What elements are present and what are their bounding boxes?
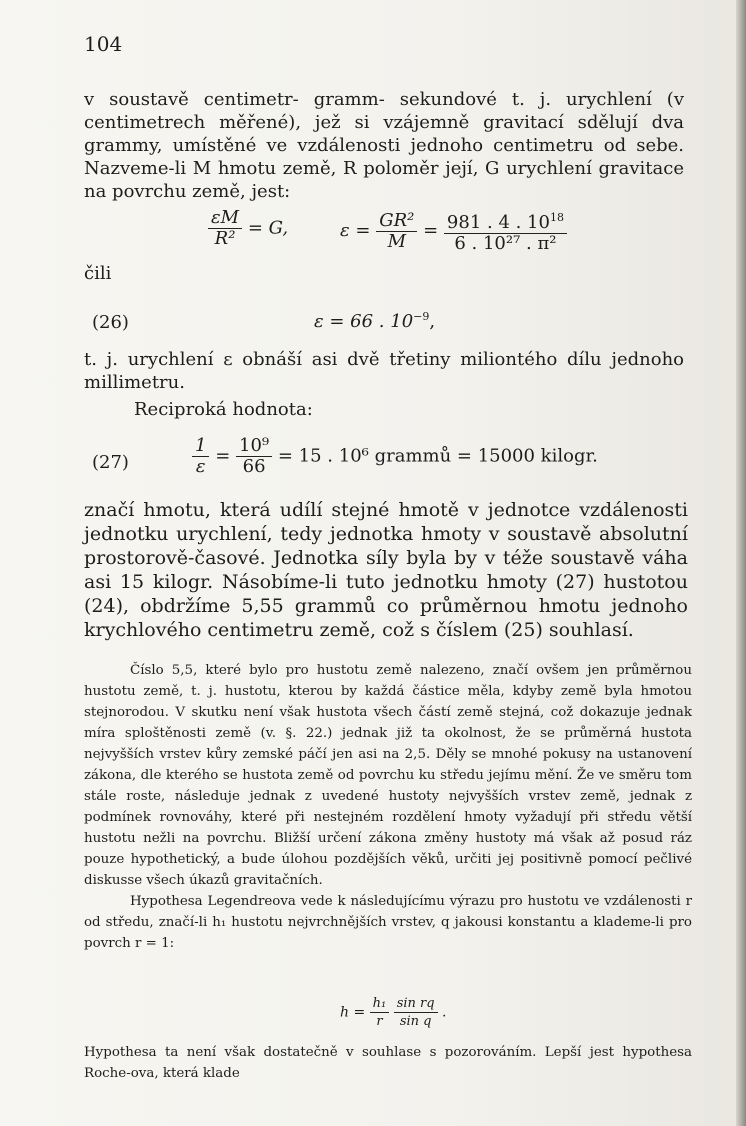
frac-sin: [394, 995, 438, 1030]
eq26-expr: ε = 66 . 10: [314, 311, 414, 332]
eq27-rhs: = 15 . 10⁶ grammů = 15000 kilogr.: [277, 445, 598, 467]
eq26-comma: ,: [429, 311, 436, 332]
exponent: 18: [549, 211, 564, 224]
eq-sign: =: [423, 220, 439, 241]
equation-27: [192, 436, 598, 477]
note-legendre-text: Hypothesa Legendreova vede k následujícímu výrazu pro hustotu ve vzdálenosti r od středu, značí-li h₁ hustotu nejvrchnějších vrstev, q jakousi konstantu a klademe-li pro povrch r = 1:: [84, 894, 692, 951]
frac-den: R²: [214, 228, 236, 249]
eq-label-26: (26): [92, 312, 129, 333]
frac-109-66: [236, 436, 272, 477]
note-roche: [84, 1042, 692, 1084]
equation-epsilon: [340, 208, 567, 254]
frac-num: 1: [192, 436, 209, 457]
exponent: −9: [413, 310, 430, 323]
page-edge-shadow: [736, 0, 746, 1126]
frac-num: GR²: [376, 211, 417, 232]
equation-gravity: [208, 208, 288, 249]
frac-den: M: [387, 230, 406, 252]
frac-den: sin q: [399, 1014, 432, 1029]
frac-den: r: [376, 1014, 383, 1029]
frac-numeric: [444, 208, 567, 254]
note-density: [84, 660, 692, 954]
word-cili: čili: [84, 263, 112, 284]
note-roche-text: Hypothesa ta není však dostatečně v souhlase s pozorováním. Lepší jest hypothesa Roche-ova, která klade: [84, 1045, 692, 1081]
frac-num-text: 981 . 4 . 10: [446, 212, 550, 233]
equation-legendre: [340, 995, 446, 1030]
frac-num: sin rq: [394, 995, 438, 1013]
paragraph-unit-mass: značí hmotu, která udílí stejné hmotě v jednotce vzdálenosti jednotku urychlení, tedy jednotka hmoty v soustavě absolutní prostorově-časové. Jednotka síly byla by v téže soustavě váha asi 15 kilogr. Násobíme-li tuto jednotku hmoty (27) hustotou (24), obdržíme 5,55 grammů co průměrnou hmotu jednoho krychlového centimetru země, což s číslem (25) souhlasí.: [84, 499, 688, 641]
frac-num: 10⁹: [236, 436, 272, 457]
frac-den: 6 . 10²⁷ . π²: [454, 233, 557, 254]
eq-eps-lhs: ε =: [340, 220, 371, 241]
frac-den: ε: [195, 456, 206, 477]
eq-g: = G,: [247, 217, 289, 239]
page-number: 104: [84, 32, 123, 56]
frac-num: [444, 208, 567, 234]
paragraph-urychleni: t. j. urychlení ε obnáší asi dvě třetiny miliontého dílu jednoho millimetru.: [84, 349, 684, 393]
frac-1-eps: [192, 436, 209, 477]
eq-period: .: [442, 1004, 447, 1021]
equation-26: [314, 310, 435, 332]
frac-den: 66: [242, 456, 266, 477]
paragraph-reciprocal: Reciproká hodnota:: [134, 399, 313, 420]
note-density-text: Číslo 5,5, které bylo pro hustotu země nalezeno, značí ovšem jen průměrnou hustotu země, t. j. hustotu, kterou by každá částice měla, kdyby země byla hmotou stejnorodou. V skutku není však hustota všech částí země stejná, což dokazuje jednak míra sploštěnosti země (v. §. 22.) jednak již ta okolnost, že se průměrná hustota nejvyšších vrstev kůry zemské páčí jen asi na 2,5. Děly se mnohé pokusy na ustanovení zákona, dle kterého se hustota země od povrchu ku středu jejímu mění. Že ve směru tom stále roste, následuje jednak z uvedené hustoty nejvyšších vrstev země, jednak z podmínek rovnováhy, které při nestejném rozdělení hmoty vyžadují při středu větší hustotu nežli na povrchu. Bližší určení zákona změny hustoty má však až posud ráz pouze hypothetický, a bude úlohou pozdějších věků, určiti jej positivně pomocí pečlivé diskusse všech úkazů gravitačních.: [84, 663, 692, 888]
eq-label-27: (27): [92, 452, 129, 473]
frac-h1-r: [370, 995, 390, 1030]
paragraph-intro: v soustavě centimetr- gramm- sekundové t. j. urychlení (v centimetrech měřené), jež si vzájemně gravitací sdělují dva grammy, umístěné ve vzdálenosti jednoho centimetru od sebe. Nazveme-li M hmotu země, R poloměr její, G urychlení gravitace na povrchu země, jest:: [84, 89, 684, 202]
frac-gr2-m: [376, 211, 417, 252]
frac-num: h₁: [370, 995, 390, 1013]
eq-sign: =: [215, 445, 231, 467]
eq-h-lhs: h =: [340, 1004, 366, 1021]
frac-num: εM: [208, 208, 242, 229]
frac-em-r2: [208, 208, 242, 249]
